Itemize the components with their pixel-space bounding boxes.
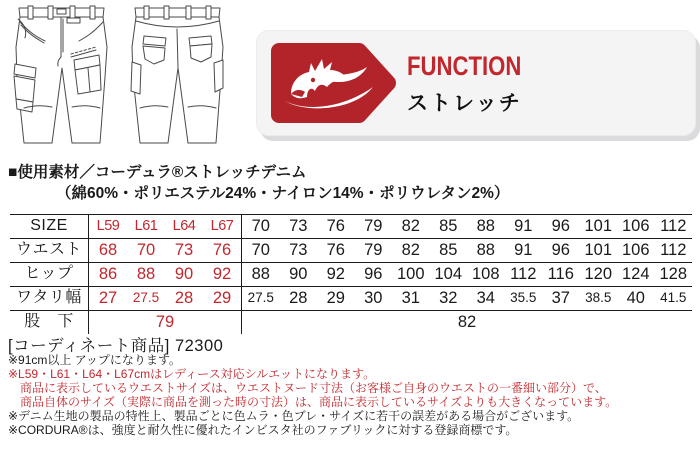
table-row — [10, 214, 692, 238]
pants-back-drawing — [131, 6, 223, 143]
size-cell: 91 — [514, 217, 533, 235]
size-cell: 104 — [434, 265, 463, 283]
row-label: 股 下 — [10, 311, 89, 334]
size-cell: 27.5 — [132, 290, 160, 305]
pants-front-drawing — [14, 6, 107, 143]
size-cell: 27.5 — [247, 290, 274, 305]
size-cell: 73 — [289, 241, 308, 259]
size-cell: 82 — [457, 313, 477, 331]
size-cell: 108 — [471, 265, 500, 283]
size-cell: 40 — [626, 289, 645, 307]
standard-size-group — [242, 311, 692, 334]
size-cell: 96 — [551, 241, 570, 259]
size-table — [10, 214, 692, 334]
function-title: FUNCTION — [407, 51, 522, 81]
size-cell: 88 — [476, 217, 495, 235]
size-cell: 70 — [136, 241, 156, 259]
size-cell: 96 — [551, 217, 570, 235]
function-banner — [256, 30, 696, 136]
size-cell: 112 — [660, 241, 687, 259]
pants-drawings-svg — [4, 2, 236, 148]
size-cell: L61 — [134, 218, 158, 234]
note-line: ※デニム生地の製品の特性上、製品ごとに色ムラ・色ブレ・サイズに若干の誤差がある場合がございます。 — [8, 408, 580, 423]
size-cell: 79 — [155, 313, 175, 331]
size-cell: 85 — [439, 217, 458, 235]
size-cell: 101 — [584, 241, 613, 259]
size-cell: 28 — [174, 289, 194, 307]
ladies-size-group — [89, 287, 242, 310]
table-row — [10, 286, 692, 310]
size-cell: 96 — [364, 265, 383, 283]
size-cell: L59 — [96, 218, 120, 234]
material-line2: （綿60%・ポリエステル24%・ナイロン14%・ポリウレタン2%） — [56, 185, 510, 202]
size-cell: 76 — [326, 217, 345, 235]
size-cell: 124 — [621, 265, 650, 283]
size-cell: 120 — [584, 265, 613, 283]
coordinate-label: [コーディネート商品] — [8, 337, 170, 355]
standard-size-group — [242, 239, 692, 262]
size-cell: 82 — [401, 217, 420, 235]
row-label: SIZE — [10, 215, 89, 238]
size-cell: 88 — [251, 265, 270, 283]
function-arrow-shape — [267, 39, 399, 127]
ladies-size-group — [89, 263, 242, 286]
table-row — [10, 310, 692, 334]
size-cell: 70 — [251, 241, 270, 259]
size-cell: 88 — [136, 265, 156, 283]
size-cell: 92 — [326, 265, 345, 283]
size-cell: 82 — [401, 241, 420, 259]
size-cell: 106 — [621, 241, 650, 259]
size-cell: 32 — [439, 289, 458, 307]
standard-size-group — [242, 287, 692, 310]
size-cell: 35.5 — [510, 290, 537, 305]
size-cell: 28 — [289, 289, 308, 307]
size-cell: 37 — [551, 289, 570, 307]
size-cell: 85 — [439, 241, 458, 259]
standard-size-group — [242, 215, 692, 238]
material-section — [8, 162, 688, 204]
size-cell: 90 — [174, 265, 194, 283]
note-line: 商品自体のサイズ（実際に商品を測った時の寸法）は、商品に表示しているサイズよりも大きくなっています。 — [20, 394, 618, 409]
note-line: ※91cm以上 アップになります。 — [8, 353, 181, 367]
size-cell: 90 — [289, 265, 308, 283]
size-cell: 27 — [98, 289, 118, 307]
row-label: ヒップ — [10, 263, 89, 286]
ladies-size-group — [89, 215, 242, 238]
size-cell: 91 — [514, 241, 533, 259]
function-feature-label: ストレッチ — [407, 92, 522, 115]
size-cell: 92 — [212, 265, 232, 283]
size-cell: 88 — [476, 241, 495, 259]
size-cell: 30 — [364, 289, 383, 307]
table-row — [10, 238, 692, 262]
dragon-logo — [267, 39, 399, 127]
size-cell: L64 — [172, 218, 196, 234]
size-cell: 73 — [174, 241, 194, 259]
product-line-drawings — [4, 2, 236, 148]
coordinate-value: 72300 — [174, 337, 224, 355]
material-line1: ■使用素材／コーデュラ®ストレッチデニム — [8, 164, 307, 181]
size-cell: 34 — [476, 289, 495, 307]
size-cell: 86 — [98, 265, 118, 283]
size-cell: 31 — [401, 289, 420, 307]
row-label: ワタリ幅 — [10, 287, 89, 310]
row-label: ウエスト — [10, 239, 89, 262]
size-cell: 73 — [289, 217, 308, 235]
size-cell: 116 — [547, 265, 574, 283]
size-cell: 101 — [584, 217, 613, 235]
size-cell: 112 — [510, 265, 537, 283]
size-cell: 112 — [660, 217, 687, 235]
size-cell: 41.5 — [660, 290, 687, 305]
ladies-size-group — [89, 239, 242, 262]
size-cell: 100 — [396, 265, 425, 283]
note-line: 商品に表示しているウエストサイズは、ウエストヌード寸法（お客様ご自身のウエストの一番細い部分）で、 — [20, 380, 607, 395]
size-cell: 79 — [364, 217, 383, 235]
size-cell: 76 — [326, 241, 345, 259]
size-cell: 68 — [98, 241, 118, 259]
size-cell: 76 — [212, 241, 232, 259]
size-cell: 79 — [364, 241, 383, 259]
size-cell: L67 — [210, 218, 234, 234]
size-cell: 70 — [251, 217, 270, 235]
size-cell: 29 — [212, 289, 232, 307]
size-cell: 128 — [659, 265, 688, 283]
note-line: ※CORDURA®は、強度と耐久性に優れたインビスタ社のファブリックに対する登録商標です。 — [8, 422, 518, 437]
size-cell: 106 — [621, 217, 650, 235]
size-cell: 38.5 — [585, 290, 612, 305]
table-row — [10, 262, 692, 286]
standard-size-group — [242, 263, 692, 286]
size-cell: 29 — [326, 289, 345, 307]
note-line: ※L59・L61・L64・L67cmはレディース対応シルエットになります。 — [8, 366, 376, 381]
ladies-size-group — [89, 311, 242, 334]
notes — [8, 354, 696, 437]
